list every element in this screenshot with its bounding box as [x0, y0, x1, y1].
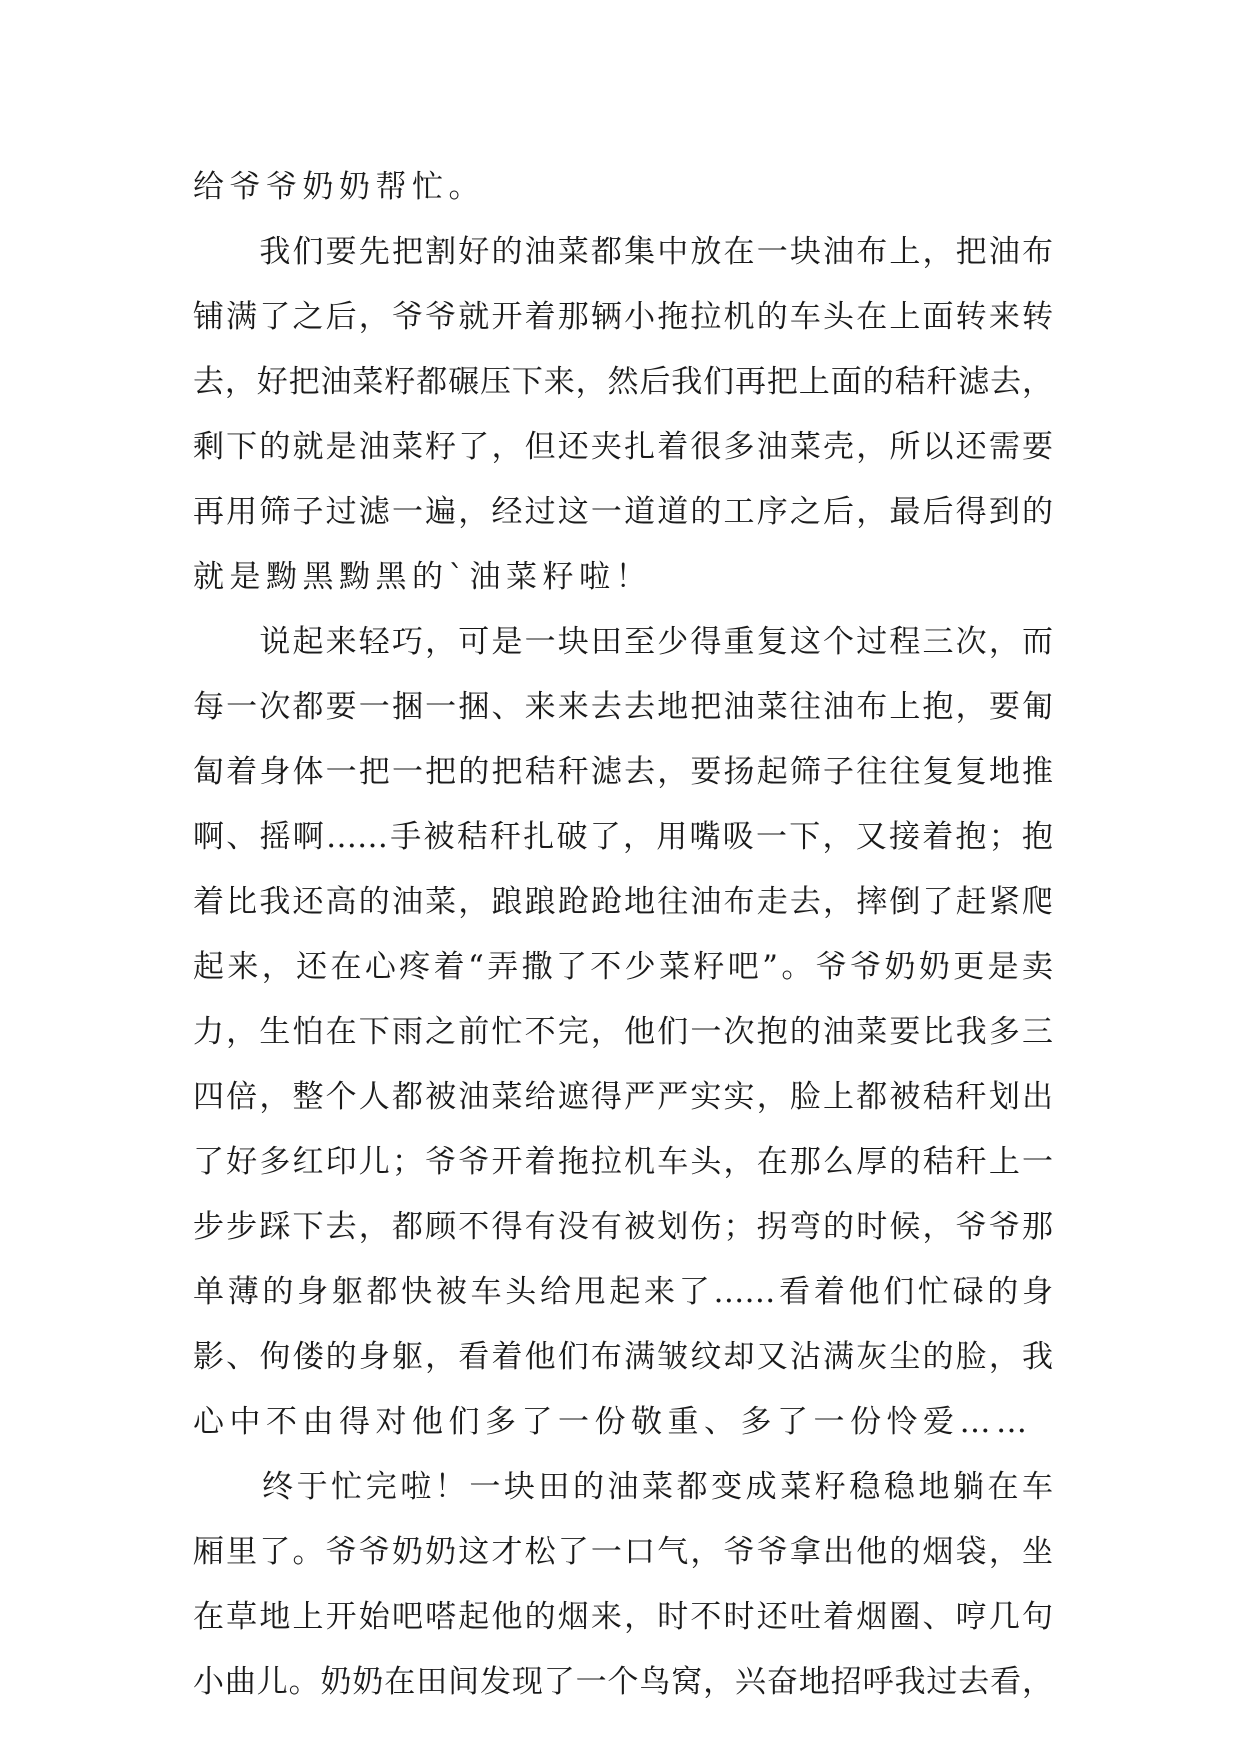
- text-line: 单薄的身躯都快被车头给甩起来了……看着他们忙碌的身: [193, 1274, 1053, 1310]
- body-text: [193, 155, 1053, 1715]
- text-line: 四倍，整个人都被油菜给遮得严严实实，脸上都被秸秆划出: [193, 1079, 1053, 1115]
- text-line: 心中不由得对他们多了一份敬重、多了一份怜爱……: [193, 1404, 1033, 1440]
- text-line: 厢里了。爷爷奶奶这才松了一口气，爷爷拿出他的烟袋，坐: [193, 1534, 1053, 1570]
- text-line: 就是黝黑黝黑的`油菜籽啦！: [193, 559, 652, 595]
- text-line: 去，好把油菜籽都碾压下来，然后我们再把上面的秸秆滤去，: [193, 364, 1053, 400]
- text-line: 影、佝偻的身躯，看着他们布满皱纹却又沾满灰尘的脸，我: [193, 1339, 1053, 1375]
- text-line: 匐着身体一把一把的把秸秆滤去，要扬起筛子往往复复地推: [193, 754, 1053, 790]
- text-line: 铺满了之后，爷爷就开着那辆小拖拉机的车头在上面转来转: [193, 299, 1053, 335]
- text-line: 啊、摇啊……手被秸秆扎破了，用嘴吸一下，又接着抱；抱: [193, 819, 1053, 855]
- text-line: 说起来轻巧，可是一块田至少得重复这个过程三次，而: [193, 624, 1053, 660]
- text-line: 给爷爷奶奶帮忙。: [193, 169, 485, 205]
- text-line: 每一次都要一捆一捆、来来去去地把油菜往油布上抱，要匍: [193, 689, 1053, 725]
- text-line: 终于忙完啦！一块田的油菜都变成菜籽稳稳地躺在车: [193, 1469, 1053, 1505]
- text-line: 步步踩下去，都顾不得有没有被划伤；拐弯的时候，爷爷那: [193, 1209, 1053, 1245]
- text-line: 我们要先把割好的油菜都集中放在一块油布上，把油布: [193, 234, 1053, 270]
- text-line: 再用筛子过滤一遍，经过这一道道的工序之后，最后得到的: [193, 494, 1053, 530]
- text-line: 在草地上开始吧嗒起他的烟来，时不时还吐着烟圈、哼几句: [193, 1599, 1053, 1635]
- text-line: 小曲儿。奶奶在田间发现了一个鸟窝，兴奋地招呼我过去看，: [193, 1664, 1053, 1700]
- text-line: 着比我还高的油菜，踉踉跄跄地往油布走去，摔倒了赶紧爬: [193, 884, 1053, 920]
- text-line: 起来，还在心疼着“弄撒了不少菜籽吧”。爷爷奶奶更是卖: [193, 949, 1053, 985]
- text-line: 力，生怕在下雨之前忙不完，他们一次抱的油菜要比我多三: [193, 1014, 1053, 1050]
- text-line: 剩下的就是油菜籽了，但还夹扎着很多油菜壳，所以还需要: [193, 429, 1053, 465]
- text-line: 了好多红印儿；爷爷开着拖拉机车头，在那么厚的秸秆上一: [193, 1144, 1053, 1180]
